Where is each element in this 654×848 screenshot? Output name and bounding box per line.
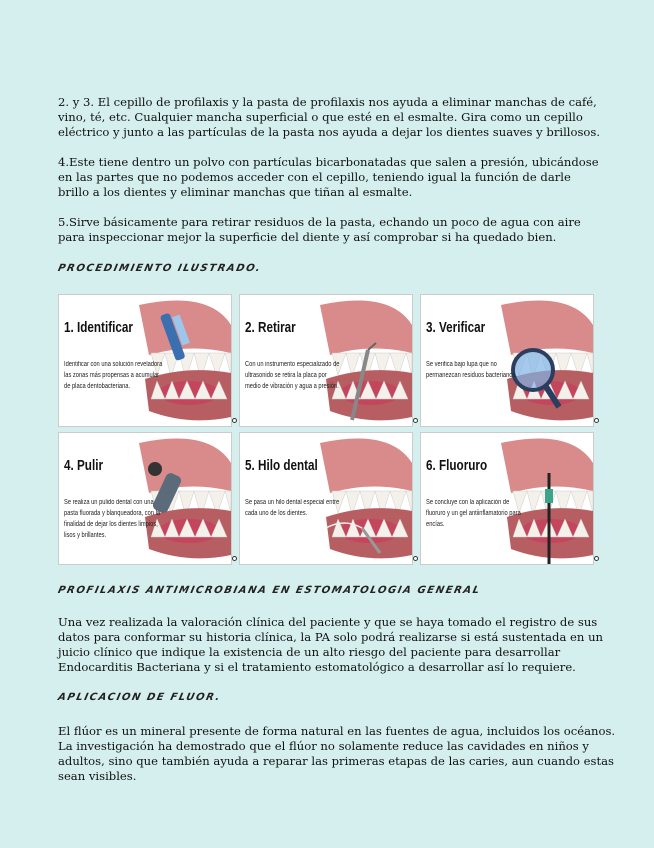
card-corner-dot: [232, 556, 237, 561]
procedure-card-1: [58, 294, 232, 427]
paragraph-brush-paste: 2. y 3. El cepillo de profilaxis y la pasta de profilaxis nos ayuda a eliminar manchas de café, vino, té, etc. Cualquier mancha superficial o que esté en el esmalte. Gira como un cepillo eléctrico y junto a las partículas de la pasta nos ayuda a dejar los dientes suaves y brillosos.: [58, 95, 601, 139]
procedure-card-6: [420, 432, 594, 565]
paragraph-air-water: 5.Sirve básicamente para retirar residuos de la pasta, echando un poco de agua con aire para inspeccionar mejor la superficie del diente y así comprobar si ha quedado bien.: [58, 215, 581, 244]
step-description: Se realiza un pulido dental con una pasta fluorada y blanqueadora, con la finalidad de dejar los dientes limpios, lisos y brillantes.: [64, 499, 161, 539]
card-corner-dot: [594, 556, 599, 561]
step-title: 4. Pulir: [64, 457, 104, 474]
heading-profilaxis: PROFILAXIS ANTIMICROBIANA EN ESTOMATOLOGIA GENERAL: [56, 585, 482, 596]
card-corner-dot: [594, 418, 599, 423]
card-corner-dot: [413, 556, 418, 561]
step-description: Se concluye con la aplicación de fluoruro y un gel antiinflamatorio para encías.: [426, 499, 521, 528]
step-title: 6. Fluoruro: [426, 457, 488, 474]
step-title: 3. Verificar: [426, 319, 486, 336]
step-title: 5. Hilo dental: [245, 457, 318, 474]
step-description: Se pasa un hilo dental especial entre cada uno de los dientes.: [245, 499, 340, 517]
step-description: Identificar con una solución reveladora las zonas más propensas a acumular de placa dentobacteriana.: [64, 361, 163, 390]
paragraph-profilaxis: Una vez realizada la valoración clínica del paciente y que se haya tomado el registro de sus datos para conformar su historia clínica, la PA solo podrá realizarse si está sustentada en un juicio clínico que indique la existencia de un alto riesgo del paciente para desarrollar Endocarditis Bacteriana y si el tratamiento estomatológico a desarrollar así lo requiere.: [58, 615, 603, 674]
heading-fluor: APLICACION DE FLUOR.: [56, 692, 223, 703]
step-title: 2. Retirar: [245, 319, 296, 336]
step-description: Se verifica bajo lupa que no permanezcan residuos bacterianos.: [426, 361, 517, 379]
procedure-grid: [58, 294, 592, 566]
procedure-card-4: [58, 432, 232, 565]
heading-procedimiento: PROCEDIMIENTO ILUSTRADO.: [56, 263, 263, 274]
procedure-card-3: [420, 294, 594, 427]
step-description: Con un instrumento especializado de ultrasonido se retira la placa por medio de vibración y agua a presión.: [245, 361, 340, 390]
card-corner-dot: [413, 418, 418, 423]
paragraph-fluor-2: La investigación ha demostrado que el flúor no solamente reduce las cavidades en niños y adultos, sino que también ayuda a reparar las primeras etapas de las caries, aun cuando estas sean visibles.: [58, 739, 614, 783]
paragraph-air-polisher: 4.Este tiene dentro un polvo con partículas bicarbonatadas que salen a presión, ubicándose en las partes que no podemos acceder con el cepillo, teniendo igual la función de darle brillo a los dientes y eliminar manchas que tiñan al esmalte.: [58, 155, 599, 199]
procedure-card-5: [239, 432, 413, 565]
procedure-card-2: [239, 294, 413, 427]
step-title: 1. Identificar: [64, 319, 133, 336]
paragraph-fluor-1: El flúor es un mineral presente de forma natural en las fuentes de agua, incluidos los océanos.: [58, 724, 616, 738]
card-corner-dot: [232, 418, 237, 423]
